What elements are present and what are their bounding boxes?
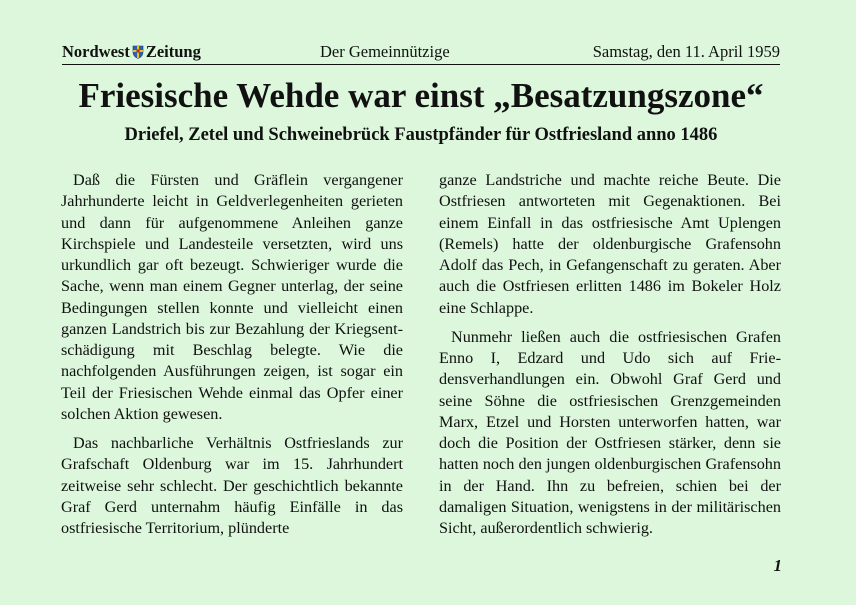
article-subhead: Driefel, Zetel und Schweinebrück Faustpfänder für Ostfriesland anno 1486 xyxy=(124,125,718,145)
paragraph: ganze Landstriche und machte reiche Beute. Die Ostfriesen antworteten mit Gegenaktionen. Bei einem Einfall in das ostfriesische Amt Uplengen (Remels) hatte der oldenburgische Grafensohn Adolf das Pech, in Gefangenschaft zu geraten. Aber auch die Ostfriesen erlitten 1486 im Bokeler Holz eine Schlappe. xyxy=(439,171,781,317)
paragraph: Nunmehr ließen auch die ostfriesischen Grafen Enno I, Edzard und Udo sich auf Friedensverhandlungen ein. Obwohl Graf Gerd und seine Söhne die ostfriesischen Grenzgemeinden Marx, Etzel und Horsten unterworfen hatten, war doch die Position der Ostfriesen stärker, denn sie hatten noch den jungen oldenburgischen Grafensohn in der Hand. Ihn zu befreien, schien bei der damaligen Situation, wenigstens in der militärischen Sicht, außerordentlich schwierig. xyxy=(439,327,781,537)
newspaper-brand xyxy=(62,42,201,62)
masthead xyxy=(62,42,780,65)
issue-date: Samstag, den 11. April 1959 xyxy=(592,42,780,61)
right-column xyxy=(439,170,781,539)
brand-name-right: Zeitung xyxy=(145,42,201,61)
section-title: Der Gemeinnützige xyxy=(320,42,450,61)
paragraph: Das nachbarliche Verhältnis Ostfrieslands zur Grafschaft Oldenburg war im 15. Jahrhundert zeitweise sehr schlecht. Der geschichtlich bekannte Graf Gerd unternahm häufig Einfälle in das ostfriesische Territorium, plünderte xyxy=(61,434,403,537)
paragraph: Daß die Fürsten und Gräflein vergangener Jahrhunderte leicht in Geldverlegenheiten gerieten und dann für aufgenommene Anleihen ganze Kirchspiele und Landesteile versetzten, wird uns urkundlich gar oft bezeugt. Schwieriger wurde die Sache, wenn man einem Gegner unterlag, der seine Bedingungen stellen konnte und vielleicht einen ganzen Landstrich bis zur Bezahlung der Kriegsentschädigung mit Beschlag belegte. Wie die nachfolgenden Ausführungen zeigen, ist sogar ein Teil der Friesischen Wehde einmal das Opfer einer solchen Aktion gewesen. xyxy=(61,171,403,423)
article-headline: Friesische Wehde war einst „Besatzungszone“ xyxy=(78,76,764,115)
page-number: 1 xyxy=(773,556,782,575)
brand-name-left: Nordwest xyxy=(62,42,130,61)
coat-of-arms-icon xyxy=(132,45,144,59)
left-column xyxy=(61,170,403,539)
